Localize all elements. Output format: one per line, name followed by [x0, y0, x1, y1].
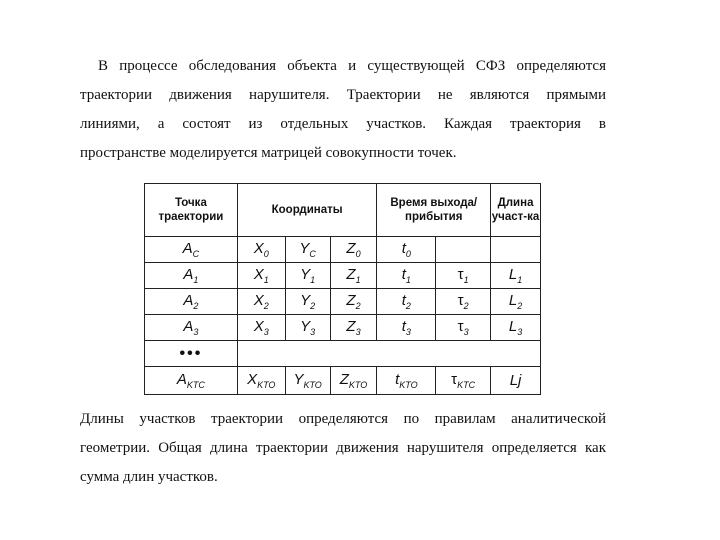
table-cell	[377, 315, 436, 341]
empty-cell	[237, 341, 540, 367]
table-cell	[237, 367, 285, 395]
cell-symbol: X	[253, 240, 264, 257]
cell-subscript: 3	[517, 327, 523, 337]
cell-subscript: 1	[310, 275, 316, 285]
table-row-ellipsis	[145, 341, 541, 367]
cell-symbol: t	[401, 240, 406, 257]
table-cell	[237, 263, 285, 289]
cell-symbol: X	[253, 292, 264, 309]
outro-line: геометрии. Общая длина траектории движения нарушителя определяется как	[80, 440, 606, 456]
cell-symbol: Y	[300, 266, 311, 283]
cell-symbol: Z	[346, 266, 356, 283]
table-cell	[237, 289, 285, 315]
cell-subscript: C	[309, 249, 316, 259]
cell-symbol: τ	[457, 292, 464, 309]
intro-line: пространстве моделируется матрицей совокупности точек.	[80, 145, 457, 161]
cell-subscript: 0	[355, 249, 361, 259]
table-cell	[330, 315, 377, 341]
cell-symbol: L	[508, 292, 518, 309]
cell-subscript: 2	[463, 301, 469, 311]
cell-symbol: L	[508, 318, 518, 335]
cell-symbol: L	[508, 266, 518, 283]
table-cell	[436, 315, 491, 341]
table-cell	[436, 367, 491, 395]
cell-symbol: Y	[299, 240, 310, 257]
cell-subscript: 1	[355, 275, 361, 285]
cell-symbol: τ	[451, 371, 458, 388]
table-cell	[285, 237, 330, 263]
cell-symbol: A	[183, 318, 194, 335]
table-cell	[436, 263, 491, 289]
cell-subscript: KTO	[399, 380, 418, 390]
table-cell	[491, 289, 541, 315]
intro-line: линиями, а состоят из отдельных участков. Каждая траектория в	[80, 116, 606, 132]
cell-symbol: X	[253, 266, 264, 283]
cell-symbol: A	[183, 266, 194, 283]
cell-symbol: Z	[346, 292, 356, 309]
table-row	[145, 315, 541, 341]
intro-line: В процессе обследования объекта и существующей СФЗ определяются	[98, 58, 606, 74]
table-header-row	[145, 184, 541, 237]
cell-subscript: 1	[463, 275, 469, 285]
table-cell	[330, 237, 377, 263]
table-cell	[285, 315, 330, 341]
table-cell	[330, 263, 377, 289]
cell-subscript: 3	[355, 327, 361, 337]
intro-line: траектории движения нарушителя. Траектории не являются прямыми	[80, 87, 606, 103]
header-length: Длина участ-ка	[491, 184, 541, 237]
table-cell	[237, 315, 285, 341]
table-cell	[436, 237, 491, 263]
cell-symbol: A	[183, 292, 194, 309]
cell-symbol: Y	[300, 292, 311, 309]
cell-subscript: 2	[263, 301, 269, 311]
table-cell	[491, 315, 541, 341]
header-coords: Координаты	[237, 184, 377, 237]
ellipsis-cell: •••	[145, 341, 238, 367]
table-cell	[377, 263, 436, 289]
table-cell	[436, 289, 491, 315]
table-cell	[377, 237, 436, 263]
cell-symbol: Z	[339, 371, 349, 388]
cell-subscript: 2	[193, 301, 199, 311]
cell-subscript: 1	[263, 275, 269, 285]
table-cell	[145, 263, 238, 289]
cell-subscript: 2	[310, 301, 316, 311]
cell-symbol: t	[395, 371, 400, 388]
table-row	[145, 263, 541, 289]
cell-subscript: 3	[310, 327, 316, 337]
table-cell	[285, 367, 330, 395]
cell-subscript: 0	[405, 249, 411, 259]
table-cell	[237, 237, 285, 263]
cell-subscript: 1	[193, 275, 199, 285]
cell-subscript: KTC	[186, 380, 205, 390]
cell-symbol: t	[401, 318, 406, 335]
outro-line: сумма длин участков.	[80, 469, 218, 485]
intro-paragraph	[80, 52, 606, 168]
cell-symbol: Z	[346, 240, 356, 257]
cell-subscript: 3	[263, 327, 269, 337]
table-cell	[330, 367, 377, 395]
table-cell	[377, 289, 436, 315]
cell-subscript: 3	[405, 327, 411, 337]
cell-symbol: Y	[300, 318, 311, 335]
cell-subscript: C	[192, 249, 200, 259]
header-time: Время выхода/ прибытия	[377, 184, 491, 237]
cell-subscript: 1	[405, 275, 411, 285]
cell-subscript: 3	[463, 327, 469, 337]
cell-symbol: Lj	[509, 372, 522, 389]
table-cell	[285, 263, 330, 289]
cell-subscript: KTC	[457, 380, 476, 390]
table-row	[145, 289, 541, 315]
cell-symbol: A	[176, 371, 187, 388]
trajectory-table	[144, 183, 541, 395]
cell-symbol: X	[253, 318, 264, 335]
table-cell	[491, 367, 541, 395]
cell-symbol: A	[182, 240, 193, 257]
cell-subscript: 0	[263, 249, 269, 259]
table-cell	[491, 237, 541, 263]
cell-symbol: τ	[457, 318, 464, 335]
outro-paragraph	[80, 405, 606, 492]
table-cell	[491, 263, 541, 289]
table-cell	[377, 367, 436, 395]
cell-subscript: 2	[355, 301, 361, 311]
cell-subscript: 1	[517, 275, 523, 285]
cell-symbol: Z	[346, 318, 356, 335]
table-cell	[145, 367, 238, 395]
cell-subscript: 3	[193, 327, 199, 337]
cell-symbol: t	[401, 292, 406, 309]
cell-subscript: KTO	[303, 380, 322, 390]
table-cell	[145, 289, 238, 315]
cell-symbol: τ	[457, 266, 464, 283]
outro-line: Длины участков траектории определяются по правилам аналитической	[80, 411, 606, 427]
cell-symbol: Y	[293, 371, 304, 388]
cell-subscript: 2	[517, 301, 523, 311]
table-cell	[145, 315, 238, 341]
table-cell	[285, 289, 330, 315]
table-cell	[330, 289, 377, 315]
cell-subscript: 2	[405, 301, 411, 311]
cell-subscript: KTO	[257, 380, 276, 390]
table-cell	[145, 237, 238, 263]
cell-symbol: X	[247, 371, 258, 388]
cell-subscript: KTO	[348, 380, 368, 390]
header-point: Точка траектории	[145, 184, 238, 237]
table-row-last	[145, 367, 541, 395]
cell-symbol: t	[401, 266, 406, 283]
table-row	[145, 237, 541, 263]
